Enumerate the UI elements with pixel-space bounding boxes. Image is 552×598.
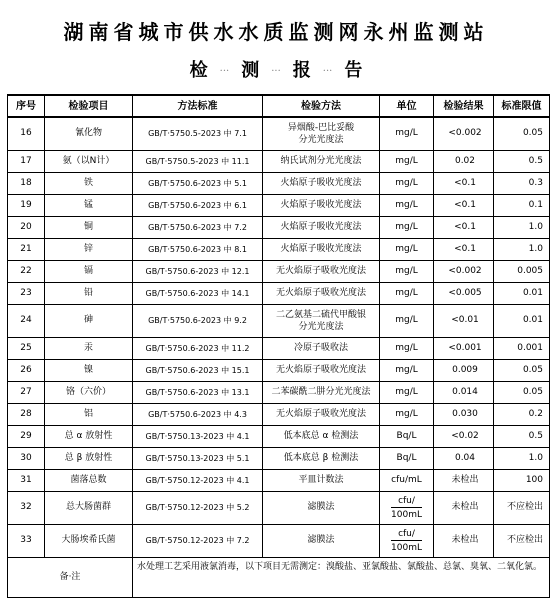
cell-method [263,381,380,403]
cell-item: 大肠埃希氏菌 [45,524,133,557]
cell-method [263,172,380,194]
cell-limit: 0.05 [494,359,550,381]
cell-item: 铬（六价） [45,381,133,403]
inspection-table [7,94,550,598]
header-unit: 单位 [380,95,434,117]
cell-result: <0.1 [434,238,494,260]
cell-standard: GB/T·5750.6-2023 中 15.1 [133,359,263,381]
cell-seq: 25 [8,337,45,359]
cell-limit: 0.005 [494,260,550,282]
cell-method [263,359,380,381]
table-row [8,260,550,282]
cell-limit: 1.0 [494,216,550,238]
table-row [8,117,550,150]
unit-fraction [391,528,422,554]
cell-method [263,238,380,260]
cell-method [263,403,380,425]
cell-seq: 28 [8,403,45,425]
cell-limit: 1.0 [494,447,550,469]
cell-limit: 0.05 [494,381,550,403]
cell-standard: GB/T·5750.6-2023 中 12.1 [133,260,263,282]
cell-limit: 1.0 [494,238,550,260]
cell-item: 铁 [45,172,133,194]
table-row [8,524,550,557]
cell-unit: mg/L [380,238,434,260]
cell-method [263,216,380,238]
cell-result: 0.02 [434,150,494,172]
cell-unit: mg/L [380,117,434,150]
cell-seq: 19 [8,194,45,216]
method-line: 二乙氨基二硫代甲酸银 [275,309,366,320]
cell-limit: 100 [494,469,550,491]
cell-result: 未检出 [434,491,494,524]
cell-result: <0.001 [434,337,494,359]
cell-standard: GB/T·5750.13-2023 中 4.1 [133,425,263,447]
cell-seq: 17 [8,150,45,172]
cell-limit: 0.01 [494,304,550,337]
cell-seq: 22 [8,260,45,282]
cell-result: <0.1 [434,172,494,194]
cell-result: 0.009 [434,359,494,381]
note-row [8,557,550,597]
cell-standard: GB/T·5750.6-2023 中 4.3 [133,403,263,425]
cell-standard: GB/T·5750.6-2023 中 7.2 [133,216,263,238]
cell-limit: 0.001 [494,337,550,359]
cell-limit: 0.3 [494,172,550,194]
method-line: 异烟酸-巴比妥酸 [287,122,355,133]
note-label: 备·注 [8,557,133,597]
cell-standard: GB/T·5750.6-2023 中 6.1 [133,194,263,216]
cell-unit: mg/L [380,403,434,425]
header-standard: 方法标准 [133,95,263,117]
table-row [8,425,550,447]
method-line: 无火焰原子吸收光度法 [275,408,366,419]
cell-unit: mg/L [380,150,434,172]
cell-seq: 32 [8,491,45,524]
cell-result: <0.01 [434,304,494,337]
cell-unit: mg/L [380,172,434,194]
cell-unit [380,491,434,524]
cell-seq: 21 [8,238,45,260]
cell-seq: 16 [8,117,45,150]
subtitle-char: 报 [292,60,311,81]
method-line: 无火焰原子吸收光度法 [275,265,366,276]
table-row [8,359,550,381]
cell-unit: mg/L [380,304,434,337]
cell-limit: 0.5 [494,425,550,447]
cell-standard: GB/T·5750.5-2023 中 7.1 [133,117,263,150]
cell-item: 菌落总数 [45,469,133,491]
cell-unit: mg/L [380,337,434,359]
cell-seq: 30 [8,447,45,469]
cell-seq: 31 [8,469,45,491]
method-line: 滤膜法 [307,502,335,512]
subtitle-char: 告 [344,60,363,81]
cell-unit: mg/L [380,260,434,282]
cell-method [263,260,380,282]
cell-item: 砷 [45,304,133,337]
cell-result: <0.1 [434,194,494,216]
method-line: 冷原子吸收法 [293,342,348,353]
table-row [8,469,550,491]
cell-limit: 0.05 [494,117,550,150]
cell-seq: 24 [8,304,45,337]
cell-method [263,469,380,491]
header-limit: 标准限值 [494,95,550,117]
cell-unit [380,524,434,557]
unit-numerator: cfu/ [398,528,415,539]
cell-seq: 26 [8,359,45,381]
cell-standard: GB/T·5750.6-2023 中 14.1 [133,282,263,304]
unit-denominator: 100mL [391,540,422,554]
cell-standard: GB/T·5750.12-2023 中 7.2 [133,524,263,557]
cell-result: <0.1 [434,216,494,238]
cell-item: 镍 [45,359,133,381]
unit-fraction [391,495,422,521]
cell-result: 未检出 [434,524,494,557]
cell-item: 铅 [45,282,133,304]
note-text: 水处理工艺采用液氯消毒，以下项目无需测定：溴酸盐、亚氯酸盐、氯酸盐、总氯、臭氧、二氧化氯。 [133,557,550,597]
cell-unit: cfu/mL [380,469,434,491]
cell-result: <0.002 [434,260,494,282]
cell-standard: GB/T·5750.13-2023 中 5.1 [133,447,263,469]
header-seq: 序号 [8,95,45,117]
cell-standard: GB/T·5750.6-2023 中 8.1 [133,238,263,260]
cell-unit: Bq/L [380,425,434,447]
cell-limit: 0.2 [494,403,550,425]
cell-method [263,194,380,216]
cell-method [263,491,380,524]
table-row [8,172,550,194]
cell-item: 锌 [45,238,133,260]
method-line: 火焰原子吸收光度法 [280,199,362,210]
table-header-row [8,95,550,117]
header-item: 检验项目 [45,95,133,117]
table-row [8,337,550,359]
cell-result: <0.02 [434,425,494,447]
method-line: 低本底总 α 检测法 [283,430,359,441]
table-row [8,216,550,238]
cell-method [263,425,380,447]
cell-seq: 33 [8,524,45,557]
cell-standard: GB/T·5750.12-2023 中 5.2 [133,491,263,524]
cell-method [263,282,380,304]
cell-standard: GB/T·5750.12-2023 中 4.1 [133,469,263,491]
cell-seq: 18 [8,172,45,194]
cell-unit: Bq/L [380,447,434,469]
table-row [8,403,550,425]
unit-numerator: cfu/ [398,495,415,506]
method-line: 滤膜法 [307,535,335,545]
cell-result: <0.005 [434,282,494,304]
table-row [8,194,550,216]
cell-unit: mg/L [380,216,434,238]
method-line: 平皿计数法 [298,474,344,485]
table-row [8,150,550,172]
cell-unit: mg/L [380,381,434,403]
table-row [8,381,550,403]
cell-limit: 0.5 [494,150,550,172]
cell-item: 总 β 放射性 [45,447,133,469]
cell-limit: 不应检出 [494,524,550,557]
cell-result: <0.002 [434,117,494,150]
header-result: 检验结果 [434,95,494,117]
cell-result: 未检出 [434,469,494,491]
method-line: 火焰原子吸收光度法 [280,177,362,188]
table-row [8,447,550,469]
subtitle-char: 检 [189,60,208,81]
cell-item: 镉 [45,260,133,282]
cell-seq: 20 [8,216,45,238]
cell-item: 锰 [45,194,133,216]
method-line: 分光光度法 [298,321,344,332]
cell-seq: 27 [8,381,45,403]
cell-method [263,447,380,469]
method-line: 二苯碳酰二肼分光光度法 [271,386,371,397]
cell-item: 总大肠菌群 [45,491,133,524]
table-row [8,491,550,524]
cell-standard: GB/T·5750.6-2023 中 9.2 [133,304,263,337]
cell-item: 铝 [45,403,133,425]
method-line: 低本底总 β 检测法 [283,452,359,463]
cell-method [263,117,380,150]
cell-result: 0.030 [434,403,494,425]
unit-denominator: 100mL [391,507,422,521]
report-subtitle: 检 ··· 测 ··· 报 ··· 告 [0,56,552,82]
table-body [8,117,550,557]
cell-limit: 不应检出 [494,491,550,524]
table-row [8,238,550,260]
method-line: 无火焰原子吸收光度法 [275,364,366,375]
table-row [8,282,550,304]
subtitle-char: 测 [241,60,260,81]
cell-unit: mg/L [380,194,434,216]
cell-method [263,337,380,359]
method-line: 火焰原子吸收光度法 [280,221,362,232]
cell-standard: GB/T·5750.5-2023 中 11.1 [133,150,263,172]
cell-result: 0.014 [434,381,494,403]
cell-item: 氨（以N计） [45,150,133,172]
cell-item: 总 α 放射性 [45,425,133,447]
cell-limit: 0.1 [494,194,550,216]
cell-method [263,150,380,172]
method-line: 火焰原子吸收光度法 [280,243,362,254]
method-line: 纳氏试剂分光光度法 [280,155,362,166]
cell-result: 0.04 [434,447,494,469]
cell-limit: 0.01 [494,282,550,304]
cell-unit: mg/L [380,282,434,304]
cell-seq: 29 [8,425,45,447]
method-line: 无火焰原子吸收光度法 [275,287,366,298]
cell-seq: 23 [8,282,45,304]
report-title: 湖南省城市供水水质监测网永州监测站 [63,20,489,44]
cell-method [263,524,380,557]
table-row [8,304,550,337]
header-method: 检验方法 [263,95,380,117]
cell-unit: mg/L [380,359,434,381]
cell-item: 氰化物 [45,117,133,150]
cell-method [263,304,380,337]
cell-item: 汞 [45,337,133,359]
cell-item: 铜 [45,216,133,238]
cell-standard: GB/T·5750.6-2023 中 11.2 [133,337,263,359]
cell-standard: GB/T·5750.6-2023 中 5.1 [133,172,263,194]
cell-standard: GB/T·5750.6-2023 中 13.1 [133,381,263,403]
method-line: 分光光度法 [298,134,344,145]
